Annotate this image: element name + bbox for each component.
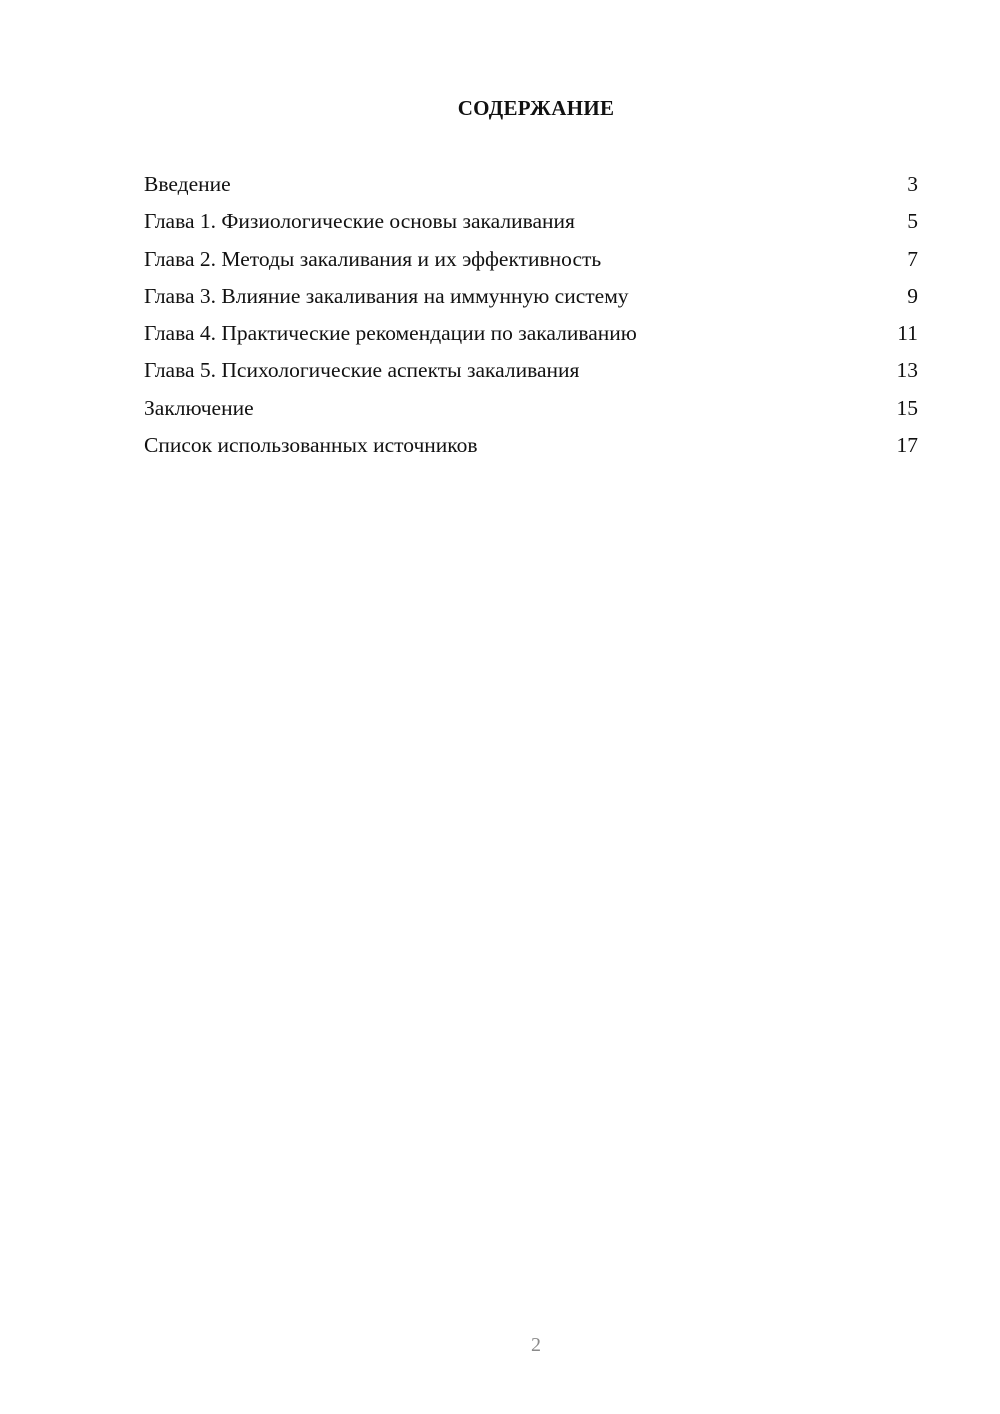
toc-entry-page: 3	[907, 172, 918, 196]
toc-entry	[144, 393, 918, 430]
toc-entry-title: Глава 3. Влияние закаливания на иммунную систему	[144, 283, 629, 308]
toc-entry-page: 13	[896, 358, 918, 383]
table-of-contents	[144, 169, 918, 467]
toc-entry-page: 7	[907, 246, 918, 271]
toc-entry-page: 11	[897, 321, 918, 346]
toc-entry-title: Список использованных источников	[144, 433, 478, 458]
toc-entry-title: Введение	[144, 172, 231, 196]
page-title: СОДЕРЖАНИЕ	[457, 96, 615, 120]
toc-entry-title: Глава 2. Методы закаливания и их эффективность	[144, 246, 602, 271]
page-number: 2	[531, 1334, 541, 1356]
toc-entry-page: 9	[907, 283, 918, 308]
toc-entry	[144, 169, 918, 206]
toc-entry-page: 17	[896, 433, 918, 458]
toc-entry	[144, 244, 918, 281]
toc-entry	[144, 206, 918, 243]
toc-entry	[144, 355, 918, 392]
toc-entry	[144, 318, 918, 355]
toc-entry-page: 15	[896, 395, 918, 420]
toc-entry-title: Заключение	[144, 395, 254, 420]
toc-entry	[144, 430, 918, 467]
toc-entry-title: Глава 5. Психологические аспекты закаливания	[144, 358, 580, 383]
toc-entry	[144, 281, 918, 318]
toc-entry-page: 5	[907, 209, 918, 234]
toc-entry-title: Глава 1. Физиологические основы закаливания	[144, 209, 575, 234]
toc-entry-title: Глава 4. Практические рекомендации по закаливанию	[144, 321, 637, 346]
